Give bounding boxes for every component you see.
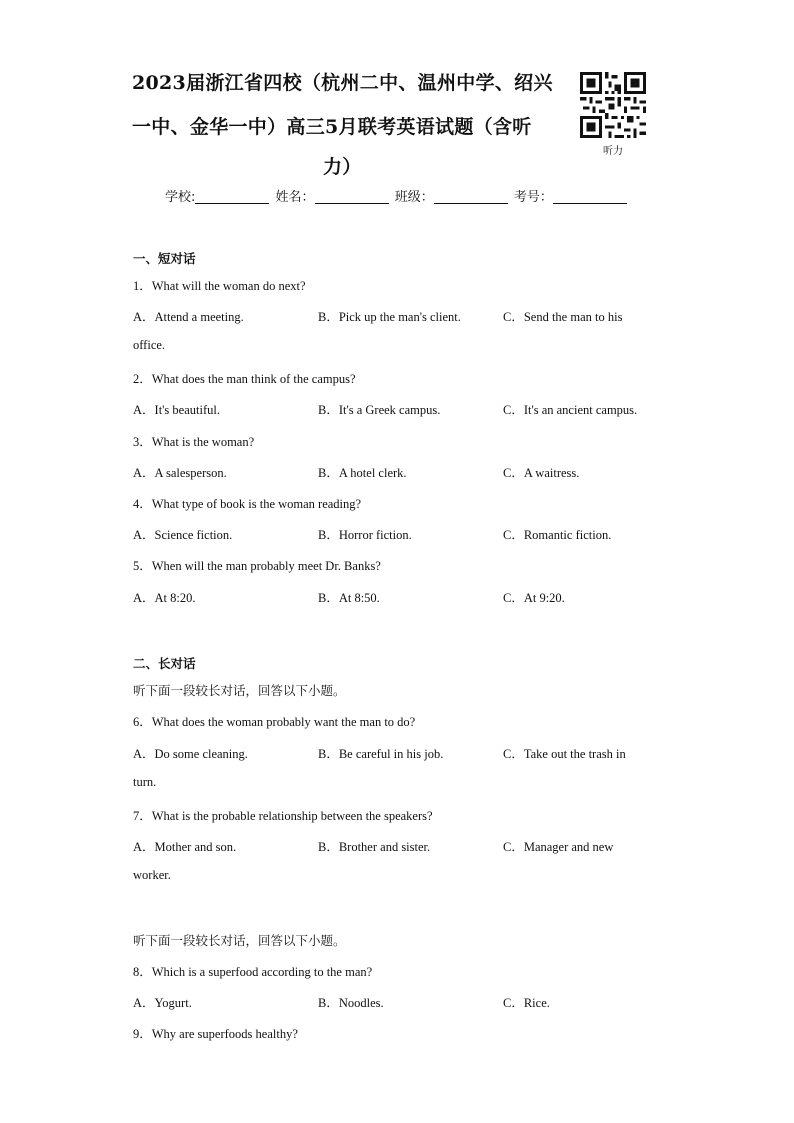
question-4-stem: 4．What type of book is the woman reading?: [133, 497, 362, 511]
section-2-instruction-2: 听下面一段较长对话，回答以下小题。: [133, 933, 346, 948]
q8-option-a[interactable]: A．Yogurt.: [133, 996, 192, 1010]
school-blank[interactable]: [195, 189, 269, 204]
q7-option-c[interactable]: C．Manager and new: [503, 840, 614, 854]
title-line-3: 力）: [323, 156, 362, 178]
q4-option-c[interactable]: C．Romantic fiction.: [503, 528, 612, 542]
question-6-stem: 6．What does the woman probably want the man to do?: [133, 715, 416, 729]
q6-option-c[interactable]: C．Take out the trash in: [503, 747, 626, 761]
question-7-stem: 7．What is the probable relationship between the speakers?: [133, 809, 433, 823]
q3-option-b[interactable]: B．A hotel clerk.: [318, 466, 407, 480]
qr-code[interactable]: [580, 72, 646, 138]
q2-option-b[interactable]: B．It's a Greek campus.: [318, 403, 441, 417]
exam-number-label: 考号：: [513, 190, 553, 205]
q4-option-b[interactable]: B．Horror fiction.: [318, 528, 412, 542]
section-2-instruction-1: 听下面一段较长对话，回答以下小题。: [133, 683, 346, 698]
q1-option-c[interactable]: C．Send the man to his: [503, 310, 623, 324]
q6-option-b[interactable]: B．Be careful in his job.: [318, 747, 444, 761]
student-info-row: [165, 186, 629, 205]
q1-option-a[interactable]: A．Attend a meeting.: [133, 310, 244, 324]
title-line-1: 2023届浙江省四校（杭州二中、温州中学、绍兴: [132, 72, 553, 94]
class-blank[interactable]: [434, 189, 508, 204]
q8-option-b[interactable]: B．Noodles.: [318, 996, 384, 1010]
question-8-stem: 8．Which is a superfood according to the man?: [133, 965, 373, 979]
q5-option-b[interactable]: B．At 8:50.: [318, 591, 380, 605]
section-1-heading: 一、短对话: [133, 251, 196, 266]
q6-option-a[interactable]: A．Do some cleaning.: [133, 747, 248, 761]
q7-option-c-continued: worker.: [133, 868, 171, 882]
name-label: 姓名：: [275, 190, 315, 205]
q4-option-a[interactable]: A．Science fiction.: [133, 528, 233, 542]
q2-option-a[interactable]: A．It's beautiful.: [133, 403, 220, 417]
title-line-2: 一中、金华一中）高三5月联考英语试题（含听: [132, 116, 532, 138]
q1-option-b[interactable]: B．Pick up the man's client.: [318, 310, 461, 324]
q7-option-a[interactable]: A．Mother and son.: [133, 840, 237, 854]
q6-option-c-continued: turn.: [133, 775, 157, 789]
q2-option-c[interactable]: C．It's an ancient campus.: [503, 403, 638, 417]
q5-option-c[interactable]: C．At 9:20.: [503, 591, 565, 605]
q3-option-c[interactable]: C．A waitress.: [503, 466, 580, 480]
question-1-stem: 1．What will the woman do next?: [133, 279, 306, 293]
qr-label: 听力: [603, 146, 623, 157]
q7-option-b[interactable]: B．Brother and sister.: [318, 840, 431, 854]
class-label: 班级：: [394, 190, 434, 205]
school-label: 学校:: [165, 190, 196, 205]
q1-option-c-continued: office.: [133, 338, 166, 352]
question-2-stem: 2．What does the man think of the campus?: [133, 372, 356, 386]
question-3-stem: 3．What is the woman?: [133, 435, 255, 449]
q5-option-a[interactable]: A．At 8:20.: [133, 591, 196, 605]
question-5-stem: 5．When will the man probably meet Dr. Banks?: [133, 559, 381, 573]
section-2-heading: 二、长对话: [133, 656, 196, 671]
name-blank[interactable]: [315, 189, 389, 204]
q8-option-c[interactable]: C．Rice.: [503, 996, 550, 1010]
question-9-stem: 9．Why are superfoods healthy?: [133, 1027, 298, 1041]
q3-option-a[interactable]: A．A salesperson.: [133, 466, 227, 480]
exam-number-blank[interactable]: [553, 189, 627, 204]
